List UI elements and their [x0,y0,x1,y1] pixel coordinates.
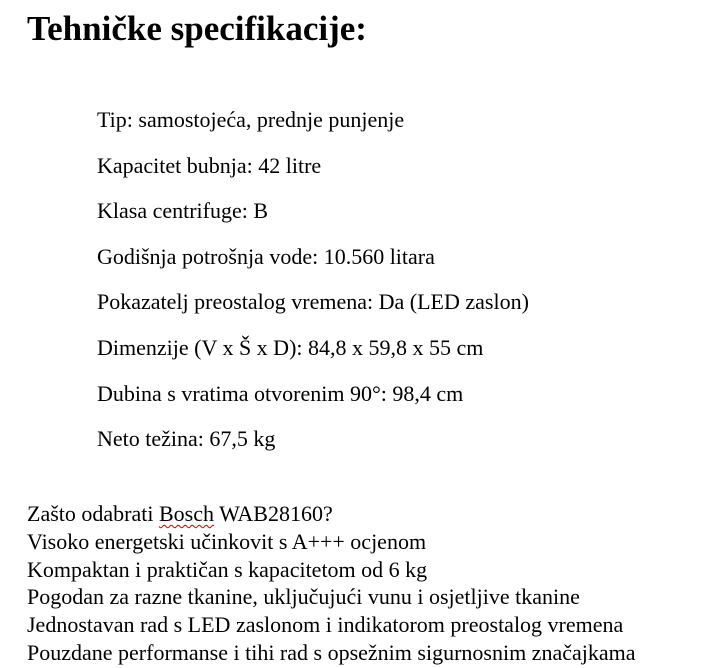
spec-item-time-indicator: Pokazatelj preostalog vremena: Da (LED zaslon) [97,289,529,315]
question-suffix: WAB28160? [213,501,333,526]
spec-list [97,105,529,470]
spec-item-depth-door-open: Dubina s vratima otvorenim 90°: 98,4 cm [97,380,464,406]
question-prefix: Zašto odabrati [27,501,159,526]
brand-name: Bosch [158,501,214,526]
spec-item-dimensions: Dimenzije (V x Š x D): 84,8 x 59,8 x 55 cm [97,334,484,360]
spec-item-drum-capacity: Kapacitet bubnja: 42 litre [97,152,322,178]
benefit-line: Kompaktan i praktičan s kapacitetom od 6 kg [27,556,428,582]
benefit-line: Visoko energetski učinkovit s A+++ ocjenom [27,528,427,554]
why-choose-question [27,500,636,528]
spec-item-water-consumption: Godišnja potrošnja vode: 10.560 litara [97,243,435,269]
benefit-line: Jednostavan rad s LED zaslonom i indikatorom preostalog vremena [27,612,624,638]
benefit-line: Pouzdane performanse i tihi rad s opsežnim sigurnosnim značajkama [27,639,636,665]
spec-item-net-weight: Neto težina: 67,5 kg [97,426,276,452]
page-title: Tehničke specifikacije: [27,9,367,48]
spec-item-type: Tip: samostojeća, prednje punjenje [97,107,405,132]
benefit-line: Pogodan za razne tkanine, uključujući vunu i osjetljive tkanine [27,584,580,610]
why-choose-section [27,500,636,667]
spec-item-spin-class: Klasa centrifuge: B [97,198,269,224]
